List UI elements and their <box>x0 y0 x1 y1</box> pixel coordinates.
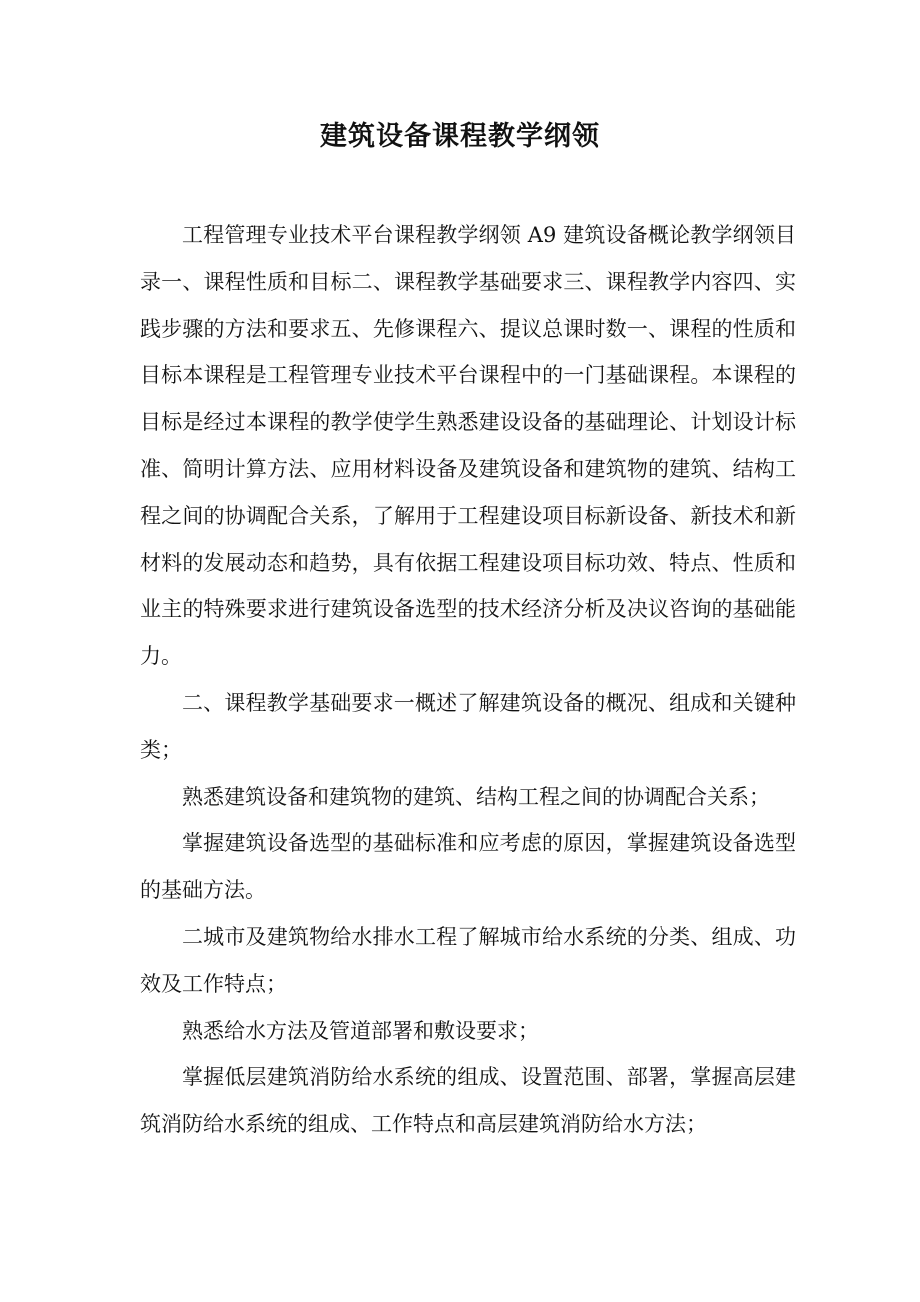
document-body <box>140 212 796 1148</box>
paragraph-selection: 掌握建筑设备选型的基础标准和应考虑的原因，掌握建筑设备选型的基础方法。 <box>140 831 796 903</box>
paragraph-pipe-layout: 熟悉给水方法及管道部署和敷设要求； <box>182 1018 539 1043</box>
paragraph-requirements-overview: 二、课程教学基础要求一概述了解建筑设备的概况、组成和关键种类； <box>140 690 796 762</box>
paragraph-intro: 工程管理专业技术平台课程教学纲领 A9 建筑设备概论教学纲领目录一、课程性质和目标二、课程教学基础要求三、课程教学内容四、实践步骤的方法和要求五、先修课程六、提议总课时数一、课程的性质和目标本课程是工程管理专业技术平台课程中的一门基础课程。本课程的目标是经过本课程的教学使学生熟悉建设设备的基础理论、计划设计标准、简明计算方法、应用材料设备及建筑设备和建筑物的建筑、结构工程之间的协调配合关系，了解用于工程建设项目标新设备、新技术和新材料的发展动态和趋势，具有依据工程建设项目标功效、特点、性质和业主的特殊要求进行建筑设备选型的技术经济分析及决议咨询的基础能力。 <box>140 223 796 669</box>
document-title: 建筑设备课程教学纲领 <box>320 121 600 152</box>
paragraph-water-supply: 二城市及建筑物给水排水工程了解城市给水系统的分类、组成、功效及工作特点； <box>140 924 796 996</box>
paragraph-coordination: 熟悉建筑设备和建筑物的建筑、结构工程之间的协调配合关系； <box>182 784 770 809</box>
paragraph-fire-protection: 掌握低层建筑消防给水系统的组成、设置范围、部署，掌握高层建筑消防给水系统的组成、工作特点和高层建筑消防给水方法； <box>140 1065 796 1137</box>
